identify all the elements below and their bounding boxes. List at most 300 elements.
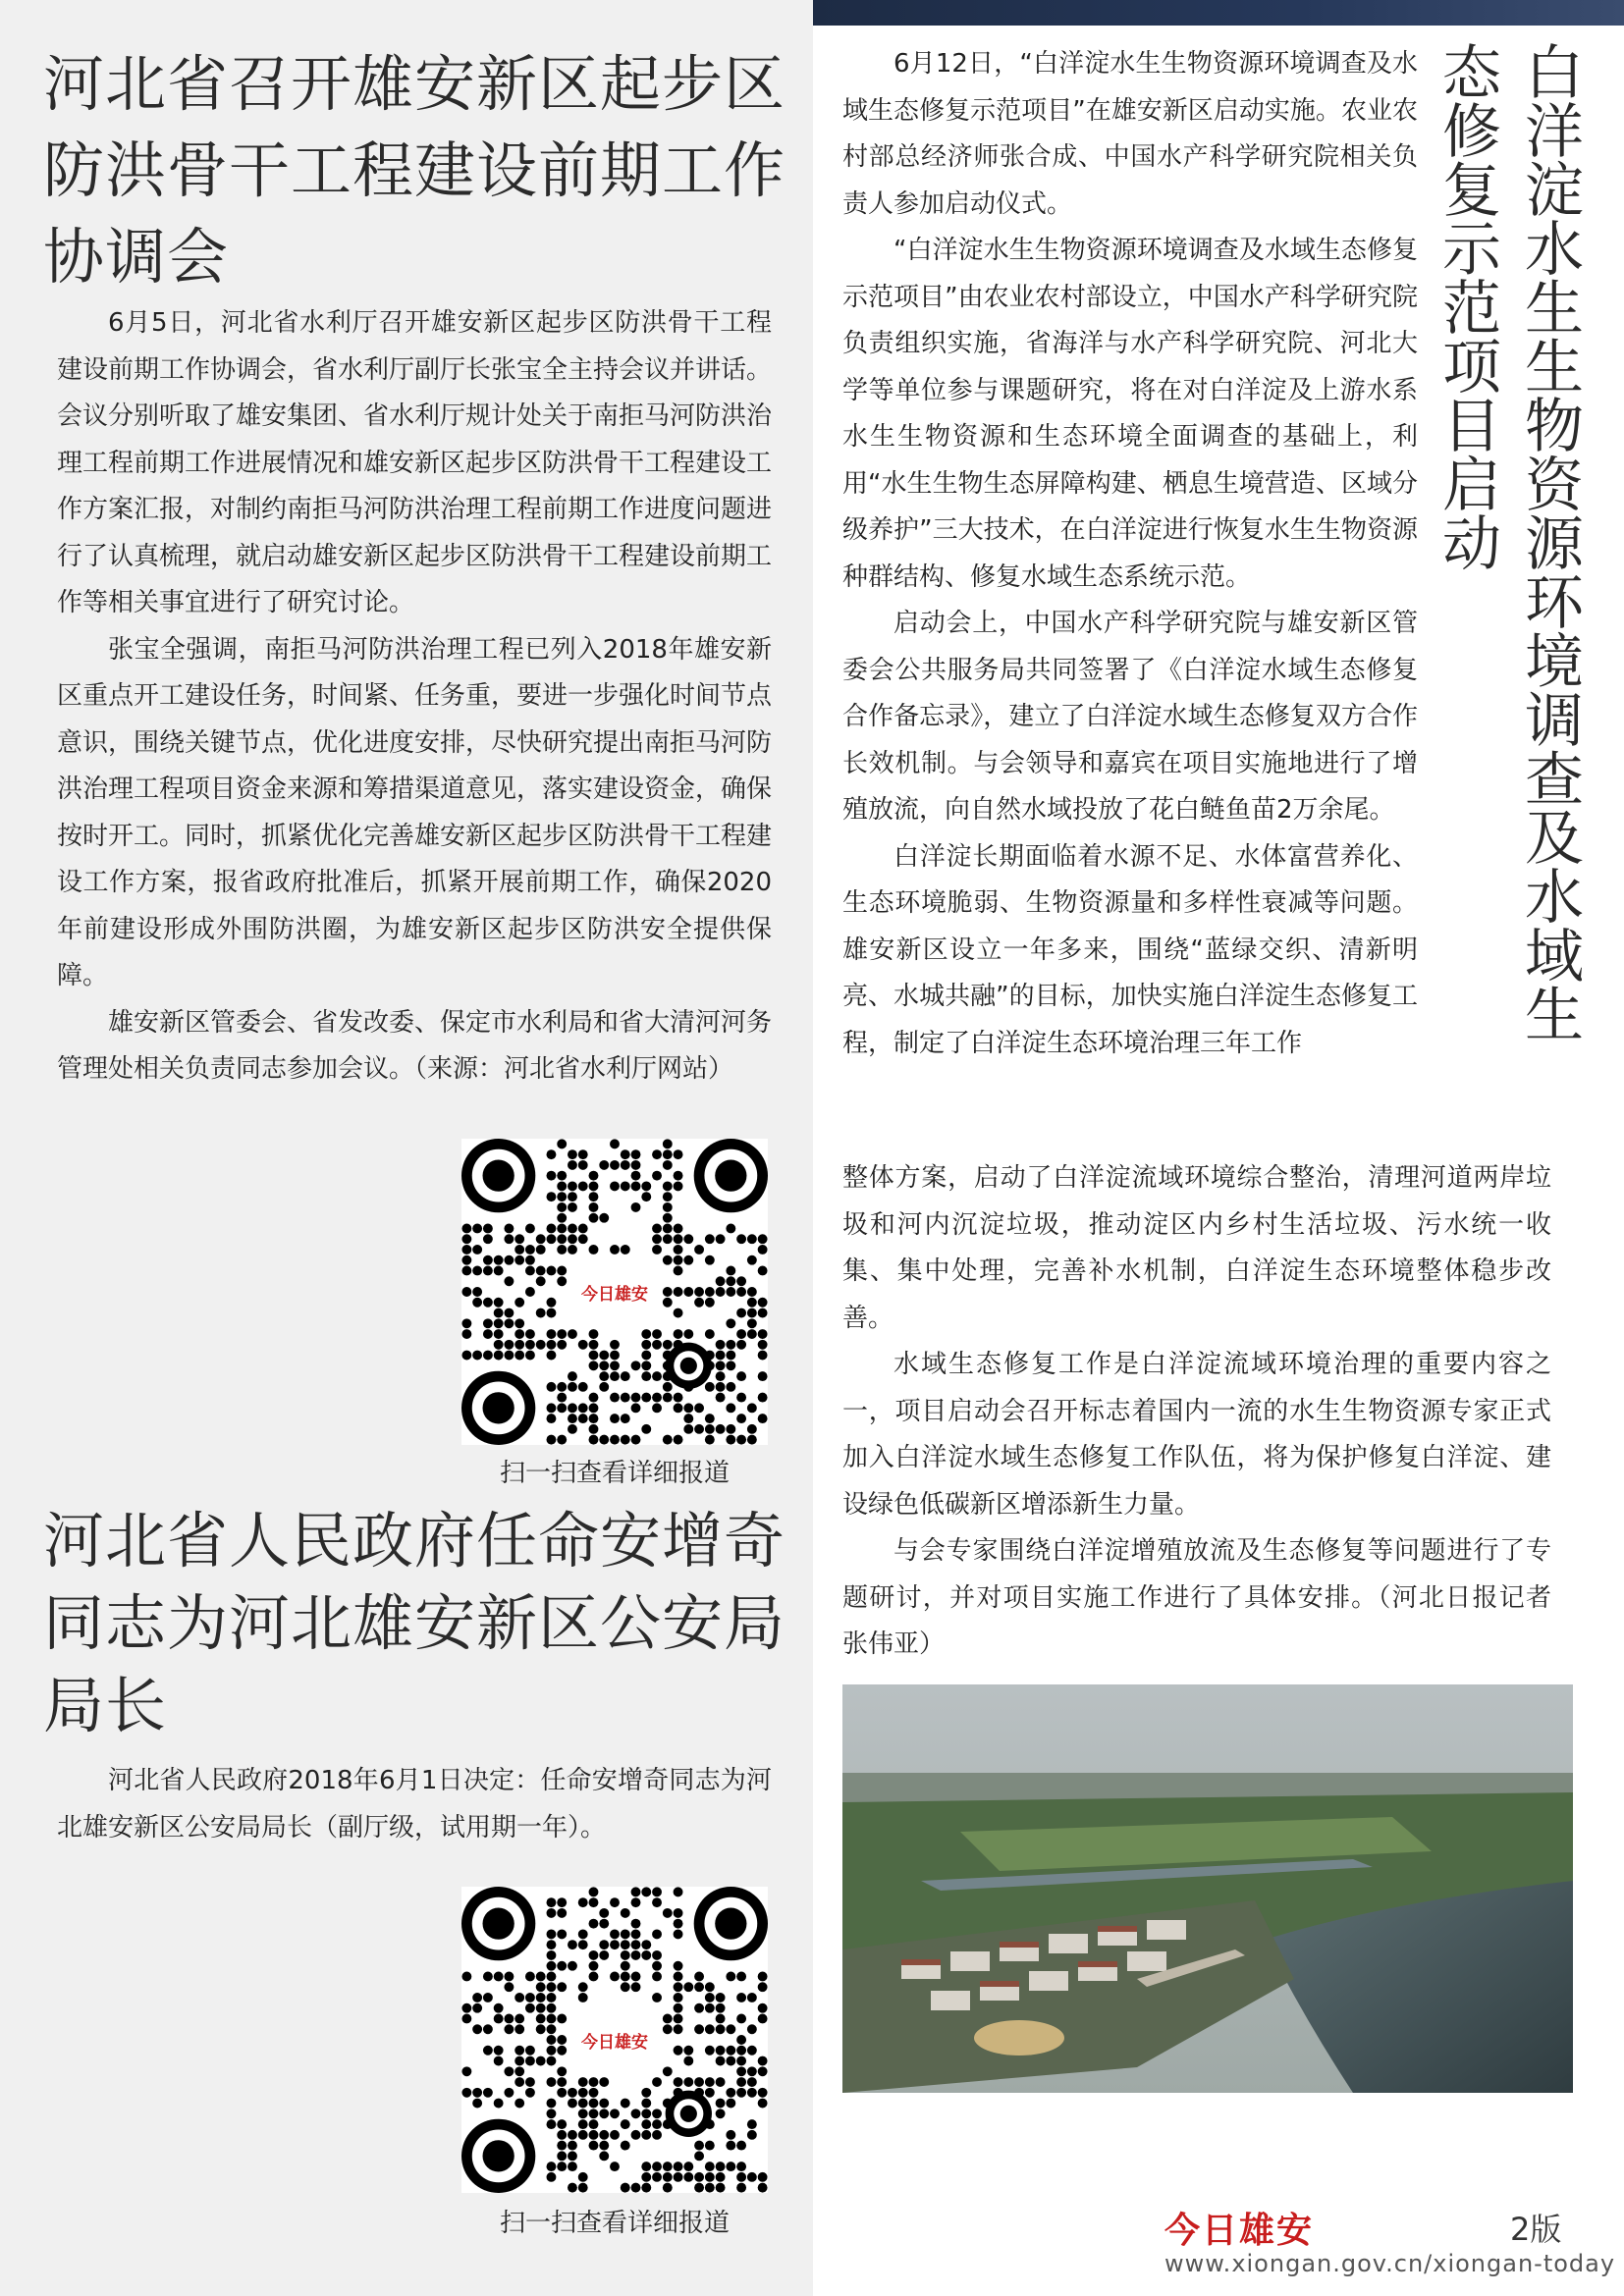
qr-module <box>705 1414 715 1423</box>
qr-module <box>705 1298 715 1308</box>
qr-module <box>557 1435 567 1445</box>
qr-module <box>546 1982 556 1992</box>
qr-module <box>652 2077 662 2087</box>
qr-module <box>589 1887 599 1896</box>
qr-module <box>578 1234 588 1244</box>
qr-module <box>504 1276 514 1286</box>
qr-module <box>716 1393 726 1403</box>
qr-module <box>641 1192 651 1201</box>
qr-module <box>641 1424 651 1434</box>
qr-module <box>599 2099 609 2109</box>
qr-module <box>525 1340 535 1350</box>
qr-module <box>641 1940 651 1949</box>
qr-module <box>589 1961 599 1971</box>
qr-module <box>674 1223 683 1233</box>
qr-module <box>610 1351 620 1361</box>
qr-module <box>610 1971 620 1981</box>
qr-module <box>504 1255 514 1265</box>
qr-module <box>621 1414 630 1423</box>
qr-module <box>504 2066 514 2076</box>
qr-module <box>641 2162 651 2171</box>
qr-module <box>568 1234 577 1244</box>
qr-module <box>589 2141 599 2151</box>
article1-qr-code[interactable] <box>461 1139 768 1445</box>
qr-module <box>631 1403 641 1413</box>
qr-module <box>674 1908 683 1918</box>
qr-module <box>536 1308 546 1318</box>
qr-module <box>736 1971 746 1981</box>
qr-module <box>494 1971 504 1981</box>
qr-module <box>621 1371 630 1381</box>
article3-paragraph: 水域生态修复工作是白洋淀流域环境治理的重要内容之一，项目启动会召开标志着国内一流的水生生物资源专家正式加入白洋淀水域生态修复工作队伍，将为保护修复白洋淀、建设绿色低碳新区增添新生力量。 <box>842 1350 1551 1520</box>
qr-module <box>694 2077 704 2087</box>
qr-module <box>546 1340 556 1350</box>
qr-module <box>568 1329 577 1339</box>
qr-alignment-pattern <box>680 1358 697 1374</box>
qr-module <box>674 1234 683 1244</box>
qr-module <box>589 2088 599 2098</box>
qr-module <box>641 1329 651 1339</box>
qr-module <box>578 1382 588 1392</box>
qr-module <box>504 2088 514 2098</box>
qr-module <box>641 2130 651 2140</box>
qr-module <box>536 1993 546 2002</box>
qr-module <box>514 1329 524 1339</box>
qr-module <box>747 1403 757 1413</box>
qr-module <box>546 2162 556 2171</box>
qr-module <box>663 1149 673 1159</box>
qr-module <box>483 1351 493 1361</box>
aerial-photo-illustration <box>842 1684 1573 2093</box>
qr-module <box>758 1340 768 1350</box>
qr-module <box>546 1435 556 1445</box>
qr-module <box>652 1223 662 1233</box>
qr-module <box>525 2003 535 2013</box>
qr-module <box>683 2172 693 2182</box>
qr-module <box>663 1192 673 1201</box>
qr-module <box>610 2130 620 2140</box>
qr-module <box>747 1308 757 1318</box>
qr-module <box>652 1340 662 1350</box>
qr-module <box>472 2099 482 2109</box>
qr-module <box>758 1308 768 1318</box>
qr-module <box>536 1971 546 1981</box>
qr-module <box>546 2024 556 2034</box>
qr-module <box>546 1414 556 1423</box>
qr-module <box>568 1245 577 1255</box>
qr-module <box>578 1993 588 2002</box>
qr-module <box>610 2162 620 2171</box>
qr-module <box>514 1245 524 1255</box>
qr-module <box>726 1276 735 1286</box>
qr-module <box>694 1298 704 1308</box>
qr-finder-pattern <box>715 1908 746 1940</box>
qr-module <box>461 1287 471 1297</box>
qr-module <box>652 1149 662 1159</box>
qr-module <box>589 1971 599 1981</box>
qr-module <box>610 1160 620 1170</box>
qr-module <box>514 1318 524 1328</box>
qr-module <box>546 1908 556 1918</box>
qr-module <box>716 2014 726 2024</box>
qr-module <box>726 1223 735 1233</box>
qr-module <box>652 1971 662 1981</box>
qr-module <box>483 1298 493 1308</box>
qr-module <box>705 2088 715 2098</box>
qr-module <box>578 2172 588 2182</box>
qr-module <box>557 1382 567 1392</box>
qr-module <box>610 1414 620 1423</box>
qr-module <box>557 2088 567 2098</box>
qr-module <box>514 2066 524 2076</box>
qr-module <box>536 1234 546 1244</box>
qr-module <box>663 1298 673 1308</box>
qr-module <box>726 1361 735 1370</box>
qr-module <box>568 2088 577 2098</box>
qr-module <box>641 1181 651 1191</box>
qr-module <box>694 1245 704 1255</box>
qr-module <box>568 2162 577 2171</box>
qr-module <box>472 1245 482 1255</box>
qr-module <box>736 1308 746 1318</box>
qr-module <box>599 2130 609 2140</box>
qr-module <box>461 1255 471 1265</box>
qr-module <box>674 1181 683 1191</box>
qr-module <box>568 2141 577 2151</box>
qr-module <box>568 1382 577 1392</box>
qr-module <box>683 1424 693 1434</box>
qr-module <box>504 2014 514 2024</box>
qr-module <box>652 1393 662 1403</box>
qr-module <box>705 1234 715 1244</box>
qr-module <box>546 1897 556 1907</box>
qr-module <box>546 1940 556 1949</box>
qr-module <box>514 1234 524 1244</box>
qr-module <box>758 1971 768 1981</box>
qr-module <box>716 2183 726 2193</box>
qr-module <box>663 2024 673 2034</box>
qr-module <box>758 2003 768 2013</box>
qr-module <box>736 2183 746 2193</box>
qr-module <box>674 1245 683 1255</box>
qr-module <box>504 1234 514 1244</box>
qr-module <box>747 2024 757 2034</box>
qr-module <box>546 1329 556 1339</box>
qr-module <box>674 1329 683 1339</box>
qr-module <box>621 2141 630 2151</box>
qr-module <box>610 1181 620 1191</box>
qr-module <box>683 2046 693 2056</box>
qr-module <box>546 2099 556 2109</box>
qr-module <box>674 2077 683 2087</box>
qr-module <box>683 1255 693 1265</box>
qr-module <box>705 1382 715 1392</box>
qr-module <box>599 2151 609 2161</box>
qr-module <box>578 2099 588 2109</box>
qr-module <box>578 1403 588 1413</box>
qr-module <box>736 2141 746 2151</box>
qr-module <box>578 1414 588 1423</box>
qr-module <box>525 2077 535 2087</box>
qr-module <box>716 1340 726 1350</box>
qr-module <box>546 1192 556 1201</box>
qr-module <box>514 2024 524 2034</box>
qr-module <box>578 1160 588 1170</box>
qr-module <box>557 2066 567 2076</box>
qr-module <box>568 2130 577 2140</box>
qr-module <box>568 1414 577 1423</box>
qr-module <box>525 1245 535 1255</box>
qr-module <box>747 2046 757 2056</box>
qr-module <box>663 2183 673 2193</box>
qr-module <box>736 2046 746 2056</box>
qr-module <box>589 2077 599 2087</box>
qr-module <box>483 1255 493 1265</box>
qr-module <box>536 2056 546 2066</box>
qr-module <box>663 2066 673 2076</box>
qr-module <box>599 1919 609 1929</box>
qr-module <box>568 2151 577 2161</box>
qr-finder-pattern <box>483 1392 514 1423</box>
qr-module <box>652 2109 662 2118</box>
qr-module <box>472 2024 482 2034</box>
qr-module <box>472 1351 482 1361</box>
site-url[interactable]: www.xiongan.gov.cn/xiongan-today <box>1164 2250 1616 2277</box>
qr-module <box>631 2109 641 2118</box>
qr-module <box>705 2024 715 2034</box>
qr-module <box>568 1192 577 1201</box>
qr-module <box>631 1897 641 1907</box>
article3-body-narrow <box>842 41 1418 1067</box>
qr-module <box>557 2077 567 2087</box>
qr-module <box>663 1340 673 1350</box>
qr-finder-pattern <box>715 1160 746 1192</box>
qr-module <box>652 2172 662 2182</box>
qr-module <box>716 1276 726 1286</box>
qr-module <box>683 1234 693 1244</box>
qr-module <box>716 1424 726 1434</box>
qr-module <box>578 1929 588 1939</box>
qr-module <box>514 2077 524 2087</box>
qr-module <box>504 2024 514 2034</box>
qr-module <box>568 2183 577 2193</box>
qr-module <box>621 1961 630 1971</box>
qr-module <box>568 1160 577 1170</box>
qr-module <box>589 1950 599 1960</box>
qr-module <box>589 1424 599 1434</box>
qr-module <box>494 1255 504 1265</box>
qr-module <box>557 1403 567 1413</box>
qr-module <box>504 1223 514 1233</box>
qr-module <box>652 1234 662 1244</box>
qr-module <box>631 1181 641 1191</box>
qr-module <box>514 2099 524 2109</box>
qr-module <box>546 2046 556 2056</box>
qr-module <box>747 2066 757 2076</box>
qr-module <box>652 2130 662 2140</box>
qr-module <box>599 2109 609 2118</box>
qr-module <box>494 1340 504 1350</box>
qr-module <box>557 1202 567 1212</box>
qr-module <box>663 1139 673 1148</box>
qr-module <box>536 1266 546 1276</box>
qr-module <box>514 2046 524 2056</box>
qr-module <box>494 2014 504 2024</box>
qr-module <box>674 1403 683 1413</box>
qr-module <box>546 1403 556 1413</box>
qr-module <box>621 1982 630 1992</box>
qr-module <box>546 1993 556 2002</box>
qr-module <box>525 1971 535 1981</box>
qr-module <box>599 1213 609 1223</box>
qr-module <box>663 1160 673 1170</box>
qr-module <box>758 1371 768 1381</box>
qr-module <box>652 1897 662 1907</box>
qr-module <box>599 1382 609 1392</box>
qr-module <box>536 1245 546 1255</box>
qr-module <box>705 1255 715 1265</box>
qr-module <box>578 1897 588 1907</box>
qr-module <box>568 2099 577 2109</box>
qr-module <box>589 2119 599 2129</box>
qr-module <box>589 1919 599 1929</box>
qr-module <box>726 2056 735 2066</box>
qr-module <box>461 1329 471 1339</box>
qr-module <box>736 1393 746 1403</box>
qr-module <box>525 1287 535 1297</box>
qr-module <box>546 1298 556 1308</box>
qr-module <box>472 1298 482 1308</box>
qr-module <box>716 2172 726 2182</box>
qr-module <box>663 1908 673 1918</box>
qr-module <box>461 2088 471 2098</box>
qr-module <box>652 1371 662 1381</box>
qr-module <box>589 1393 599 1403</box>
qr-module <box>705 2003 715 2013</box>
qr-module <box>578 2130 588 2140</box>
qr-module <box>705 2162 715 2171</box>
qr-finder-pattern <box>483 2140 514 2171</box>
qr-module <box>557 1171 567 1181</box>
qr-module <box>461 1266 471 1276</box>
qr-module <box>472 2088 482 2098</box>
qr-module <box>674 1919 683 1929</box>
qr-module <box>674 1993 683 2002</box>
qr-center-logo <box>569 1260 660 1323</box>
qr-module <box>726 2024 735 2034</box>
qr-module <box>494 1318 504 1328</box>
qr-module <box>758 1414 768 1423</box>
qr-module <box>641 2119 651 2129</box>
qr-module <box>674 1435 683 1445</box>
qr-module <box>652 1171 662 1181</box>
qr-module <box>641 2183 651 2193</box>
qr-module <box>599 1160 609 1170</box>
qr-module <box>758 1393 768 1403</box>
qr-module <box>621 1393 630 1403</box>
qr-module <box>546 2014 556 2024</box>
qr-module <box>726 1266 735 1276</box>
qr-module <box>578 2183 588 2193</box>
article2-body <box>57 1758 772 1851</box>
qr-module <box>683 1414 693 1423</box>
qr-module <box>694 2183 704 2193</box>
qr-module <box>621 1940 630 1949</box>
qr-module <box>747 2172 757 2182</box>
article3-title-column-2: 态修复示范项目启动 <box>1433 41 1501 571</box>
qr-module <box>736 1993 746 2002</box>
qr-module <box>589 1181 599 1191</box>
qr-module <box>525 1329 535 1339</box>
qr-module <box>652 1245 662 1255</box>
article1-paragraph: 雄安新区管委会、省发改委、保定市水利局和省大清河河务管理处相关负责同志参加会议。（来源：河北省水利厅网站） <box>57 1007 773 1084</box>
qr-module <box>716 1351 726 1361</box>
qr-module <box>663 1287 673 1297</box>
qr-module <box>525 2046 535 2056</box>
qr-module <box>736 2066 746 2076</box>
qr-module <box>641 2172 651 2182</box>
qr-module <box>472 1287 482 1297</box>
qr-module <box>652 1961 662 1971</box>
qr-module <box>674 2014 683 2024</box>
qr-module <box>726 1435 735 1445</box>
qr-module <box>631 1919 641 1929</box>
qr-module <box>610 1361 620 1370</box>
qr-module <box>461 2066 471 2076</box>
qr-module <box>504 1971 514 1981</box>
qr-module <box>621 1950 630 1960</box>
qr-module <box>578 1149 588 1159</box>
qr-module <box>747 1318 757 1328</box>
qr-module <box>578 1340 588 1350</box>
qr-module <box>726 2099 735 2109</box>
qr-module <box>641 2109 651 2118</box>
qr-module <box>716 1287 726 1297</box>
qr-module <box>683 1982 693 1992</box>
qr-module <box>758 1266 768 1276</box>
qr-center-logo-text: 今日雄安 <box>581 2032 648 2053</box>
qr-center-logo <box>569 2008 660 2071</box>
qr-module <box>557 2141 567 2151</box>
qr-module <box>525 1266 535 1276</box>
qr-module <box>546 1950 556 1960</box>
qr-module <box>504 1308 514 1318</box>
qr-module <box>694 1424 704 1434</box>
qr-module <box>694 2024 704 2034</box>
qr-module <box>652 1329 662 1339</box>
qr-module <box>736 1329 746 1339</box>
qr-module <box>546 2172 556 2182</box>
qr-module <box>536 2003 546 2013</box>
qr-module <box>758 1298 768 1308</box>
qr-module <box>578 1181 588 1191</box>
qr-module <box>652 1929 662 1939</box>
qr-module <box>557 1276 567 1286</box>
article2-qr-code[interactable] <box>461 1887 768 2193</box>
qr-module <box>568 1202 577 1212</box>
qr-module <box>557 1897 567 1907</box>
qr-module <box>758 1245 768 1255</box>
qr-module <box>589 2130 599 2140</box>
qr-module <box>472 1266 482 1276</box>
qr-module <box>641 1371 651 1381</box>
qr-module <box>663 2162 673 2171</box>
qr-module <box>736 1276 746 1286</box>
qr-module <box>557 1908 567 1918</box>
qr-module <box>514 1298 524 1308</box>
qr-module <box>578 2088 588 2098</box>
qr-module <box>726 2088 735 2098</box>
